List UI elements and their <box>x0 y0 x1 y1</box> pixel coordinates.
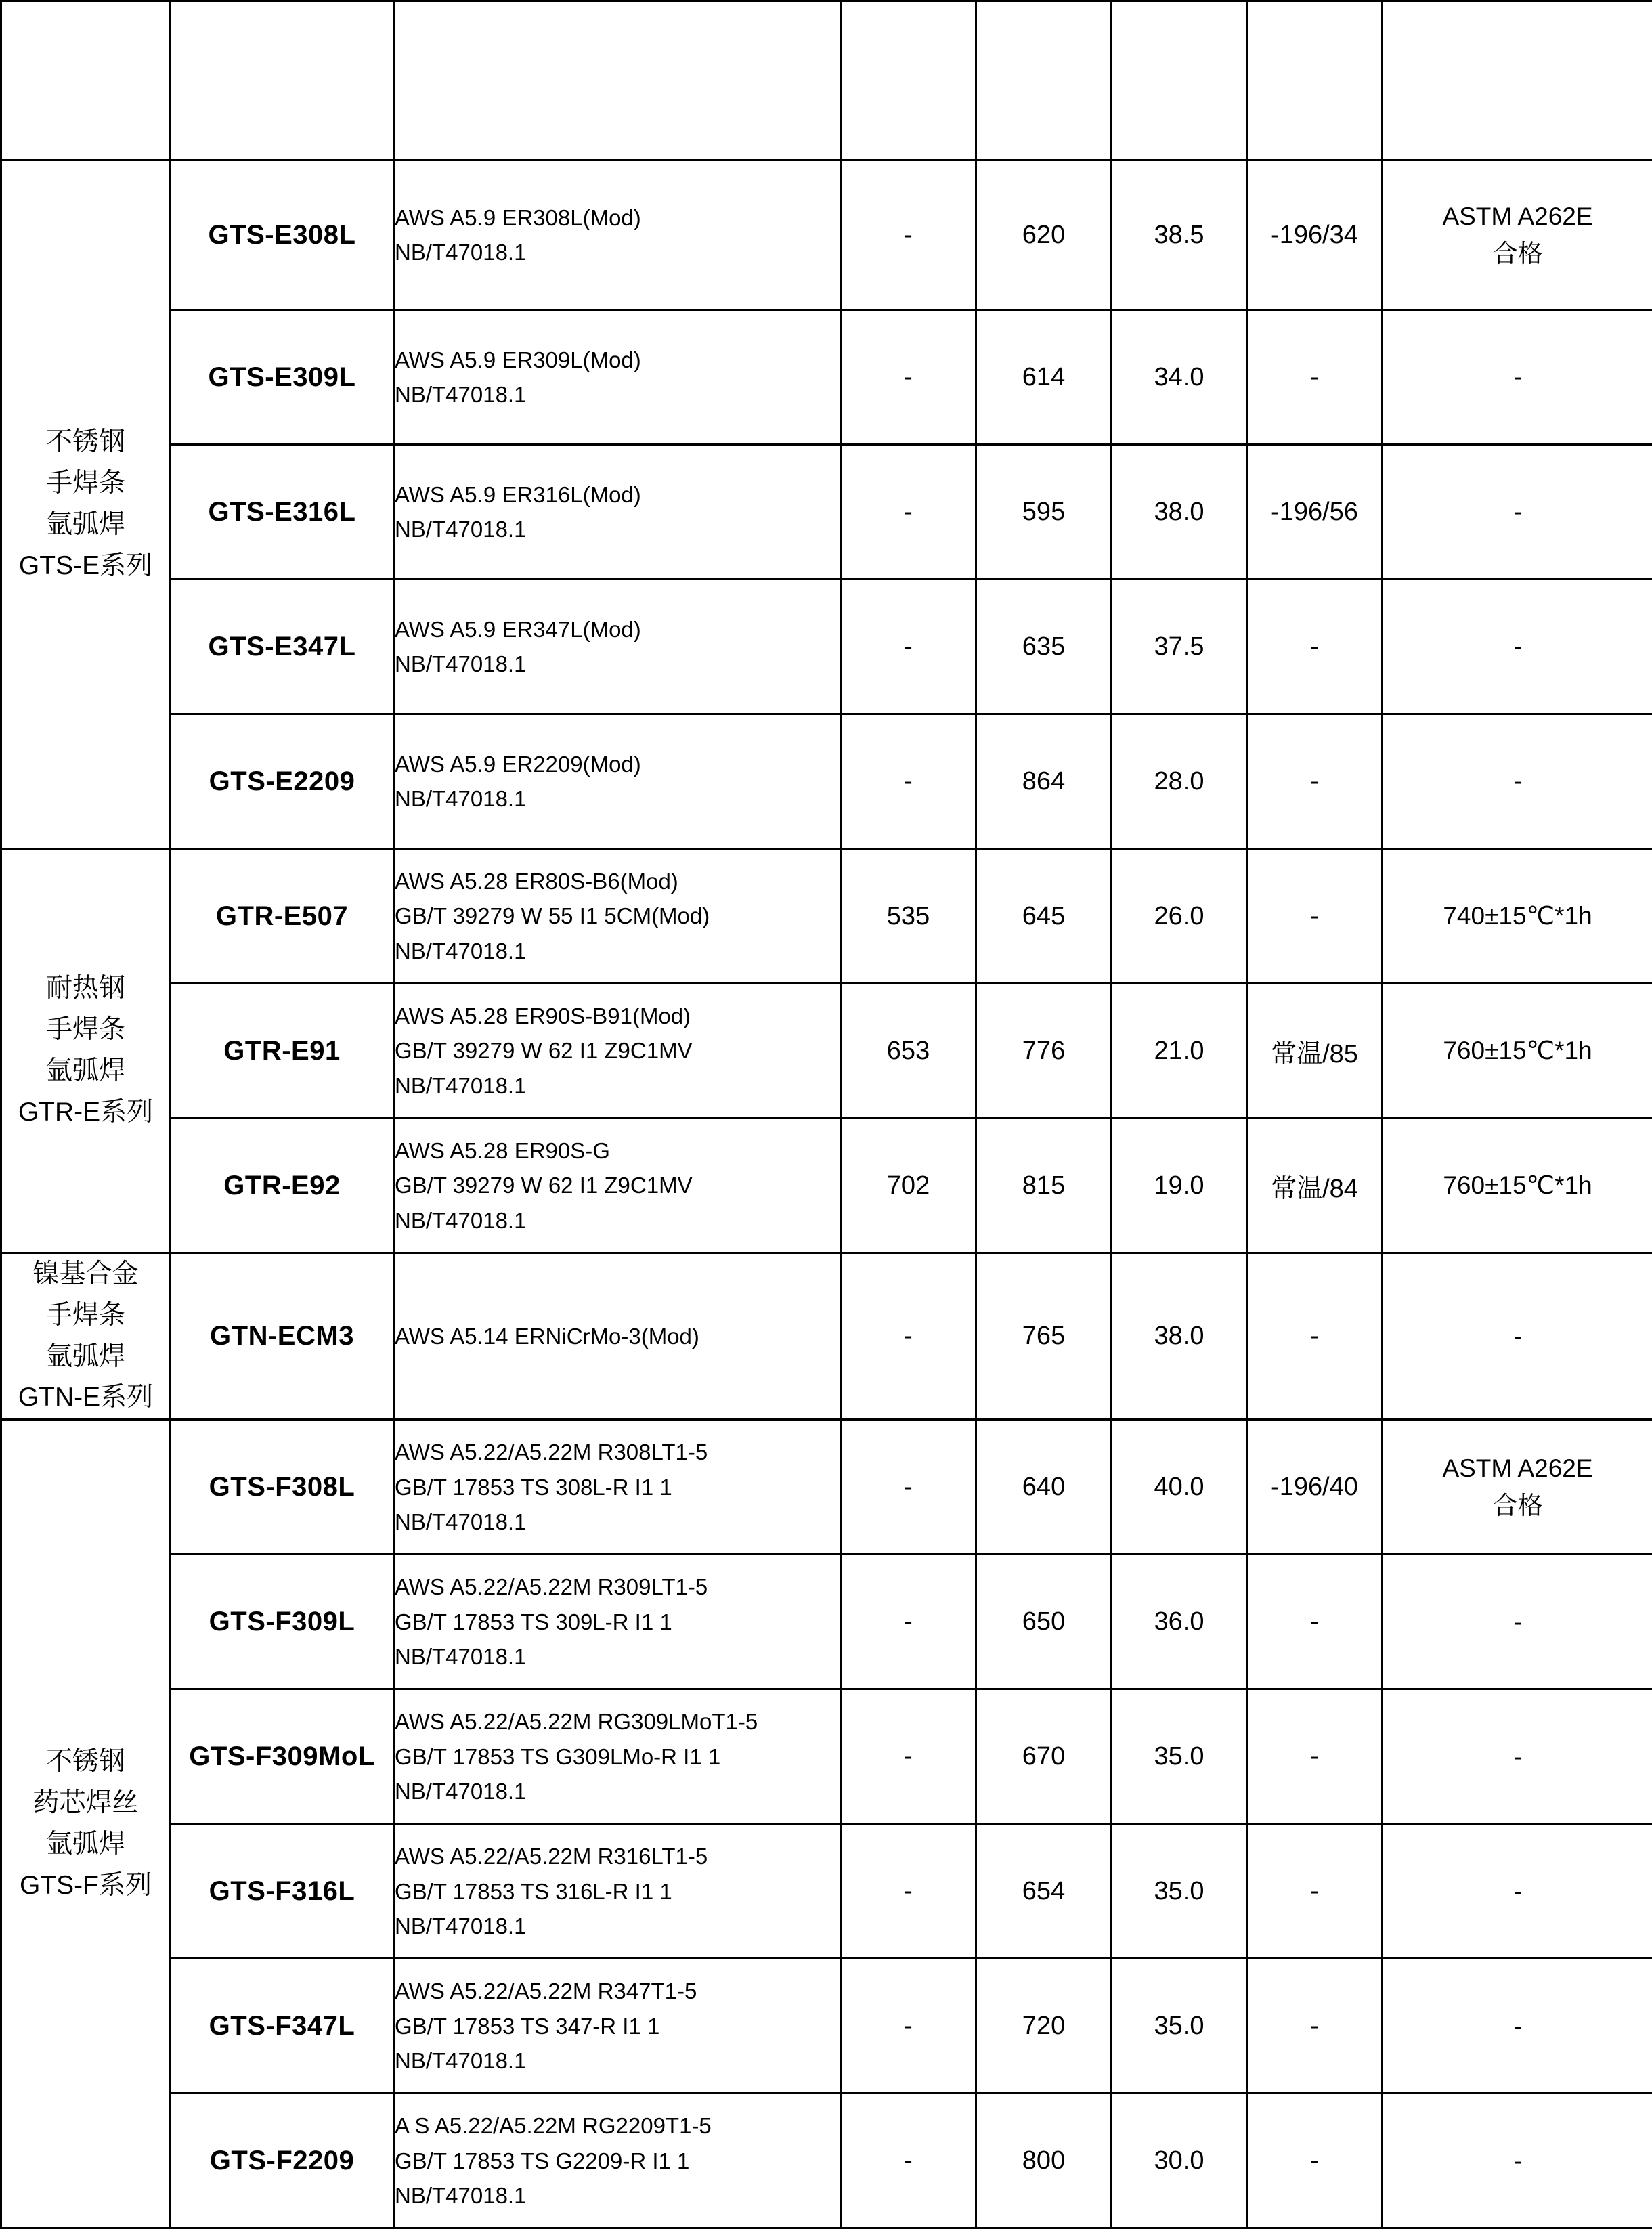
table-row <box>1 1824 1652 1959</box>
column-header-remark <box>1383 1 1652 160</box>
standard-line: GB/T 39279 W 62 I1 Z9C1MV <box>395 1173 693 1198</box>
remark-line: - <box>1513 2146 1522 2175</box>
standard-line: GB/T 39279 W 55 I1 5CM(Mod) <box>395 903 710 929</box>
standard-cell <box>394 1824 841 1959</box>
standard-line: NB/T47018.1 <box>395 240 527 265</box>
standard-line: A S A5.22/A5.22M RG2209T1-5 <box>395 2113 712 2139</box>
standard-line: AWS A5.22/A5.22M R316LT1-5 <box>395 1844 708 1869</box>
table-row <box>1 2094 1652 2228</box>
table-row <box>1 1253 1652 1420</box>
elongation-cell: 35.0 <box>1112 1959 1247 2094</box>
standard-line: AWS A5.9 ER308L(Mod) <box>395 204 641 230</box>
table-body <box>1 160 1652 2228</box>
yield-strength-cell: - <box>841 580 976 714</box>
standard-cell <box>394 849 841 984</box>
standard-cell <box>394 714 841 849</box>
column-header-line: 类别 <box>57 64 114 96</box>
impact-cell: 常温/85 <box>1247 984 1383 1119</box>
standard-line: NB/T47018.1 <box>395 1073 527 1098</box>
standard-line: GB/T 39279 W 62 I1 Z9C1MV <box>395 1038 693 1064</box>
standard-line: NB/T47018.1 <box>395 2048 527 2074</box>
remark-cell <box>1383 310 1652 445</box>
impact-cell: - <box>1247 1689 1383 1824</box>
standard-line: AWS A5.22/A5.22M R308LT1-5 <box>395 1439 708 1465</box>
column-header-line: 对应标准 <box>560 64 674 96</box>
tensile-strength-cell: 635 <box>976 580 1112 714</box>
remark-cell <box>1383 1420 1652 1555</box>
yield-strength-cell: - <box>841 160 976 310</box>
standard-cell <box>394 984 841 1119</box>
yield-strength-cell: - <box>841 310 976 445</box>
standard-line: NB/T47018.1 <box>395 938 527 963</box>
category-line: 药芯焊丝 <box>32 1788 139 1817</box>
elongation-cell: 38.5 <box>1112 160 1247 310</box>
remark-cell <box>1383 2094 1652 2228</box>
column-header-yield_strength <box>841 1 976 160</box>
remark-cell <box>1383 984 1652 1119</box>
tensile-strength-cell: 640 <box>976 1420 1112 1555</box>
remark-line: - <box>1513 1322 1522 1350</box>
tensile-strength-cell: 620 <box>976 160 1112 310</box>
yield-strength-cell: - <box>841 1959 976 2094</box>
tensile-strength-cell: 864 <box>976 714 1112 849</box>
category-line: 氩弧焊 <box>45 510 125 539</box>
remark-cell <box>1383 1555 1652 1689</box>
elongation-cell: 38.0 <box>1112 1253 1247 1420</box>
elongation-cell: 21.0 <box>1112 984 1247 1119</box>
table-row <box>1 714 1652 849</box>
category-cell <box>1 1420 171 2228</box>
column-header-line: 品名 <box>253 64 311 96</box>
standard-line: AWS A5.14 ERNiCrMo-3(Mod) <box>395 1323 699 1349</box>
product-name-cell: GTS-E2209 <box>171 714 394 849</box>
table-row <box>1 1420 1652 1555</box>
remark-line: - <box>1513 1607 1522 1636</box>
standard-line: AWS A5.22/A5.22M RG309LMoT1-5 <box>395 1709 758 1735</box>
remark-line: 760±15℃*1h <box>1443 1037 1592 1065</box>
category-line: 氩弧焊 <box>45 1829 125 1859</box>
column-header-line: (%) <box>1156 104 1202 136</box>
standard-line: GB/T 17853 TS 309L-R I1 1 <box>395 1609 672 1634</box>
product-name-cell: GTS-F347L <box>171 1959 394 2094</box>
category-line: 手焊条 <box>45 469 125 498</box>
elongation-cell: 34.0 <box>1112 310 1247 445</box>
standard-cell <box>394 160 841 310</box>
tensile-strength-cell: 654 <box>976 1824 1112 1959</box>
column-header-line: 备注 <box>1489 64 1546 96</box>
product-name-cell: GTS-F316L <box>171 1824 394 1959</box>
column-header-line: 强度 <box>1015 64 1072 96</box>
column-header-impact <box>1247 1 1383 160</box>
table-row <box>1 1959 1652 2094</box>
tensile-strength-cell: 776 <box>976 984 1112 1119</box>
yield-strength-cell: - <box>841 1824 976 1959</box>
remark-line: - <box>1513 767 1522 796</box>
table-row <box>1 160 1652 310</box>
table-row <box>1 445 1652 580</box>
category-line: 手焊条 <box>45 1015 125 1045</box>
column-header-line: 强度 <box>879 64 937 96</box>
yield-strength-cell: 535 <box>841 849 976 984</box>
standard-line: GB/T 17853 TS 316L-R I1 1 <box>395 1878 672 1904</box>
standard-cell <box>394 1959 841 2094</box>
product-name-cell: GTS-E347L <box>171 580 394 714</box>
remark-cell <box>1383 1119 1652 1253</box>
standard-line: GB/T 17853 TS G309LMo-R I1 1 <box>395 1743 721 1769</box>
impact-cell: - <box>1247 310 1383 445</box>
standard-cell <box>394 2094 841 2228</box>
standard-line: NB/T47018.1 <box>395 382 527 407</box>
standard-line: NB/T47018.1 <box>395 2183 527 2209</box>
remark-line: - <box>1513 632 1522 661</box>
elongation-cell: 38.0 <box>1112 445 1247 580</box>
elongation-cell: 19.0 <box>1112 1119 1247 1253</box>
tensile-strength-cell: 645 <box>976 849 1112 984</box>
standard-cell <box>394 1555 841 1689</box>
standard-line: NB/T47018.1 <box>395 1207 527 1233</box>
yield-strength-cell: 702 <box>841 1119 976 1253</box>
column-header-line: 性能 <box>1286 64 1343 96</box>
column-header-line: (MPa) <box>869 104 948 136</box>
remark-line: - <box>1513 1742 1522 1771</box>
remark-cell <box>1383 1253 1652 1420</box>
remark-cell <box>1383 1824 1652 1959</box>
elongation-cell: 26.0 <box>1112 849 1247 984</box>
standard-line: GB/T 17853 TS G2209-R I1 1 <box>395 2148 690 2173</box>
yield-strength-cell: - <box>841 1253 976 1420</box>
impact-cell: -196/34 <box>1247 160 1383 310</box>
impact-cell: - <box>1247 849 1383 984</box>
tensile-strength-cell: 765 <box>976 1253 1112 1420</box>
yield-strength-cell: 653 <box>841 984 976 1119</box>
impact-cell: -196/40 <box>1247 1420 1383 1555</box>
remark-line: 合格 <box>1492 1492 1543 1520</box>
impact-cell: 常温/84 <box>1247 1119 1383 1253</box>
category-line: 氩弧焊 <box>45 1341 125 1371</box>
yield-strength-cell: - <box>841 2094 976 2228</box>
elongation-cell: 28.0 <box>1112 714 1247 849</box>
table-row <box>1 849 1652 984</box>
header-row <box>1 1 1652 160</box>
category-line: GTS-E系列 <box>18 550 153 580</box>
product-name-cell: GTS-F309MoL <box>171 1689 394 1824</box>
standard-line: AWS A5.9 ER316L(Mod) <box>395 481 641 507</box>
remark-line: - <box>1513 2012 1522 2040</box>
table-row <box>1 580 1652 714</box>
tensile-strength-cell: 614 <box>976 310 1112 445</box>
product-name-cell: GTS-F309L <box>171 1555 394 1689</box>
tensile-strength-cell: 720 <box>976 1959 1112 2094</box>
product-name-cell: GTN-ECM3 <box>171 1253 394 1420</box>
remark-line: ASTM A262E <box>1442 1454 1593 1482</box>
elongation-cell: 30.0 <box>1112 2094 1247 2228</box>
remark-line: 760±15℃*1h <box>1443 1171 1592 1200</box>
category-line: 不锈钢 <box>45 427 125 457</box>
standard-line: AWS A5.9 ER309L(Mod) <box>395 347 641 372</box>
standard-cell <box>394 1689 841 1824</box>
category-line: GTS-F系列 <box>20 1870 152 1900</box>
tensile-strength-cell: 800 <box>976 2094 1112 2228</box>
remark-cell <box>1383 1689 1652 1824</box>
product-name-cell: GTS-E309L <box>171 310 394 445</box>
product-name-cell: GTR-E91 <box>171 984 394 1119</box>
product-name-cell: GTS-E316L <box>171 445 394 580</box>
table-row <box>1 1555 1652 1689</box>
standard-cell <box>394 310 841 445</box>
remark-line: - <box>1513 363 1522 391</box>
product-name-cell: GTS-E308L <box>171 160 394 310</box>
category-cell <box>1 1253 171 1420</box>
column-header-line: 抗拉 <box>1015 25 1072 57</box>
tensile-strength-cell: 650 <box>976 1555 1112 1689</box>
category-line: GTN-E系列 <box>18 1383 154 1412</box>
yield-strength-cell: - <box>841 445 976 580</box>
standard-cell <box>394 445 841 580</box>
remark-line: - <box>1513 1877 1522 1905</box>
product-name-cell: GTR-E507 <box>171 849 394 984</box>
standard-line: NB/T47018.1 <box>395 1779 527 1804</box>
category-line: 耐热钢 <box>45 974 125 1003</box>
column-header-line: 断后 <box>1150 25 1208 57</box>
category-cell <box>1 160 171 849</box>
elongation-cell: 40.0 <box>1112 1420 1247 1555</box>
standard-line: AWS A5.28 ER80S-B6(Mod) <box>395 868 678 894</box>
column-header-product_name <box>171 1 394 160</box>
remark-cell <box>1383 1959 1652 2094</box>
product-name-cell: GTS-F2209 <box>171 2094 394 2228</box>
impact-cell: - <box>1247 1824 1383 1959</box>
table-row <box>1 1119 1652 1253</box>
elongation-cell: 36.0 <box>1112 1555 1247 1689</box>
tensile-strength-cell: 670 <box>976 1689 1112 1824</box>
remark-line: - <box>1513 498 1522 526</box>
column-header-line: (MPa) <box>1004 104 1083 136</box>
tensile-strength-cell: 815 <box>976 1119 1112 1253</box>
remark-cell <box>1383 580 1652 714</box>
table-row <box>1 1689 1652 1824</box>
column-header-standard <box>394 1 841 160</box>
tensile-strength-cell: 595 <box>976 445 1112 580</box>
standard-line: NB/T47018.1 <box>395 1509 527 1535</box>
standard-line: NB/T47018.1 <box>395 517 527 542</box>
standard-line: NB/T47018.1 <box>395 651 527 676</box>
standard-line: AWS A5.22/A5.22M R347T1-5 <box>395 1978 697 2004</box>
remark-cell <box>1383 160 1652 310</box>
remark-cell <box>1383 714 1652 849</box>
impact-cell: - <box>1247 2094 1383 2228</box>
column-header-line: 冲击 <box>1286 25 1343 57</box>
yield-strength-cell: - <box>841 714 976 849</box>
table-header <box>1 1 1652 160</box>
standard-line: GB/T 17853 TS 347-R I1 1 <box>395 2013 660 2039</box>
standard-cell <box>394 580 841 714</box>
column-header-line: 屈服 <box>879 25 937 57</box>
standard-cell <box>394 1420 841 1555</box>
standard-line: AWS A5.9 ER347L(Mod) <box>395 616 641 642</box>
standard-cell <box>394 1253 841 1420</box>
product-name-cell: GTR-E92 <box>171 1119 394 1253</box>
standard-line: NB/T47018.1 <box>395 786 527 811</box>
standard-line: NB/T47018.1 <box>395 1644 527 1670</box>
category-line: 氩弧焊 <box>45 1056 125 1085</box>
yield-strength-cell: - <box>841 1555 976 1689</box>
impact-cell: - <box>1247 1959 1383 2094</box>
column-header-elongation <box>1112 1 1247 160</box>
product-name-cell: GTS-F308L <box>171 1420 394 1555</box>
standard-line: NB/T47018.1 <box>395 1913 527 1939</box>
elongation-cell: 35.0 <box>1112 1824 1247 1959</box>
remark-line: 740±15℃*1h <box>1443 902 1592 930</box>
yield-strength-cell: - <box>841 1689 976 1824</box>
elongation-cell: 37.5 <box>1112 580 1247 714</box>
standard-line: AWS A5.28 ER90S-B91(Mod) <box>395 1003 691 1028</box>
impact-cell: - <box>1247 714 1383 849</box>
column-header-category <box>1 1 171 160</box>
remark-cell <box>1383 849 1652 984</box>
impact-cell: - <box>1247 580 1383 714</box>
category-line: 镍基合金 <box>32 1259 139 1288</box>
table-row <box>1 310 1652 445</box>
category-cell <box>1 849 171 1253</box>
standard-line: AWS A5.9 ER2209(Mod) <box>395 751 641 777</box>
standard-line: GB/T 17853 TS 308L-R I1 1 <box>395 1474 672 1500</box>
column-header-tensile_strength <box>976 1 1112 160</box>
yield-strength-cell: - <box>841 1420 976 1555</box>
impact-cell: - <box>1247 1555 1383 1689</box>
column-header-line: 伸长率 <box>1136 64 1222 96</box>
standard-line: AWS A5.22/A5.22M R309LT1-5 <box>395 1574 708 1600</box>
category-line: GTR-E系列 <box>18 1097 154 1127</box>
remark-line: 合格 <box>1492 240 1543 267</box>
column-header-line: (℃/J) <box>1275 104 1354 136</box>
standard-cell <box>394 1119 841 1253</box>
category-line: 手焊条 <box>45 1300 125 1330</box>
impact-cell: -196/56 <box>1247 445 1383 580</box>
table-row <box>1 984 1652 1119</box>
standard-line: AWS A5.28 ER90S-G <box>395 1138 610 1163</box>
remark-line: ASTM A262E <box>1442 202 1593 230</box>
remark-cell <box>1383 445 1652 580</box>
category-line: 不锈钢 <box>45 1747 125 1777</box>
impact-cell: - <box>1247 1253 1383 1420</box>
elongation-cell: 35.0 <box>1112 1689 1247 1824</box>
